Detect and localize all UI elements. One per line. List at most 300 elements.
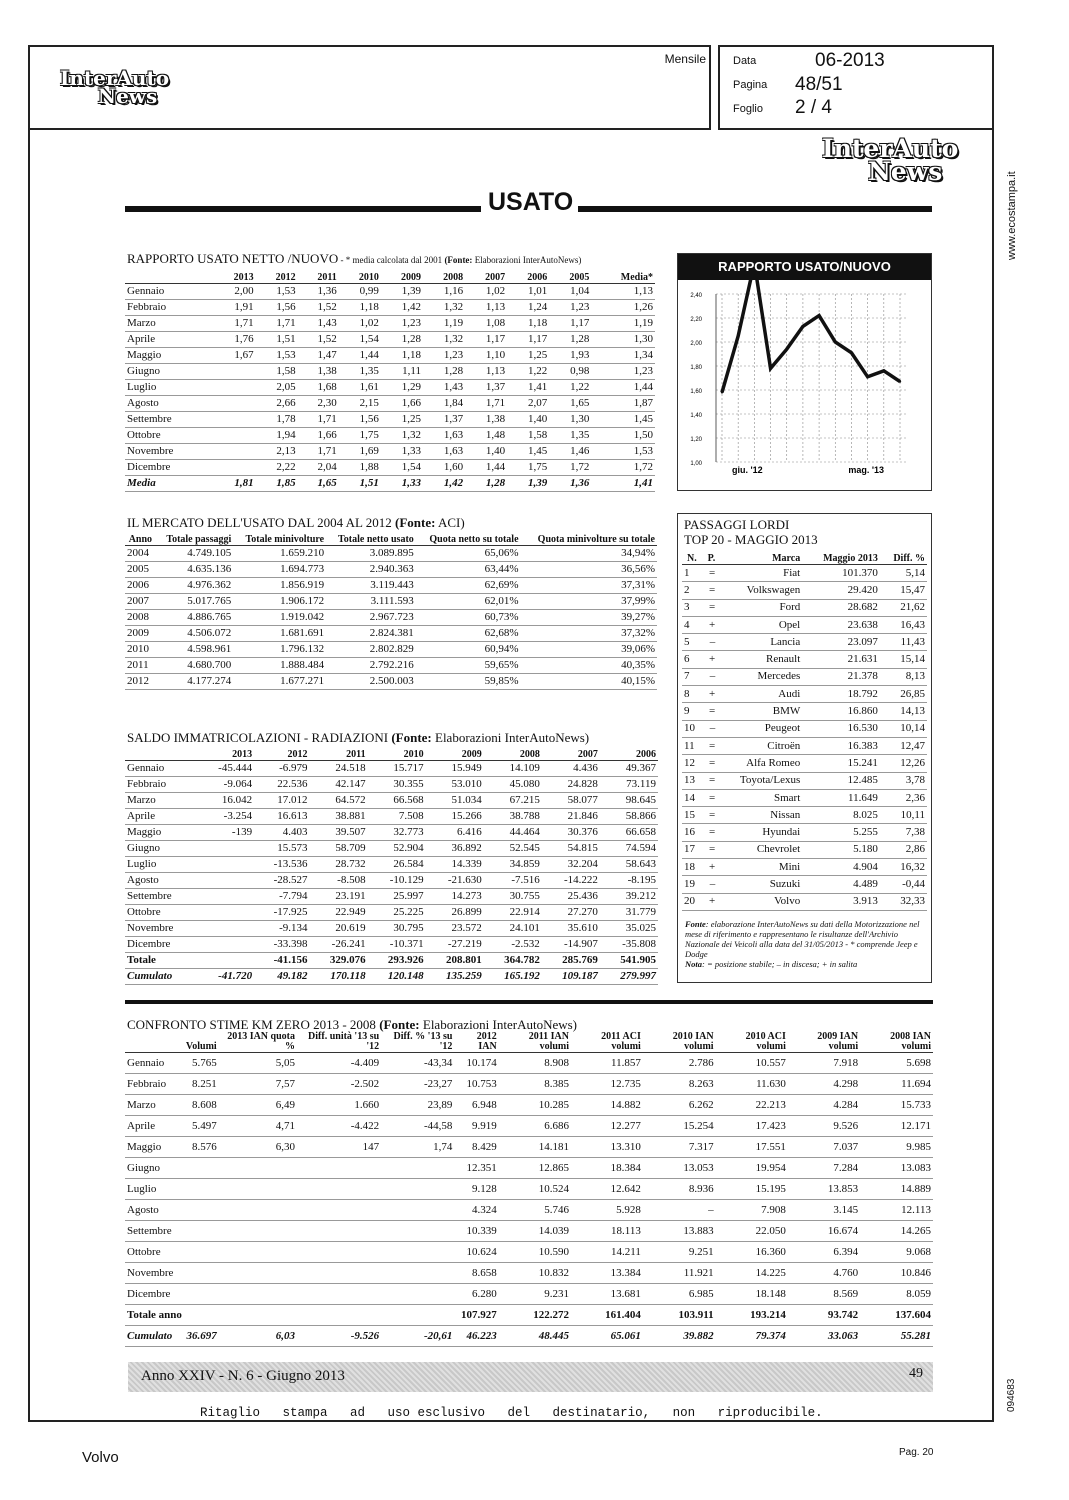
rapporto-cell: Novembre [127, 445, 174, 457]
passaggi-cell: 20 [684, 895, 695, 908]
kmzero-cell [381, 1221, 454, 1242]
rapporto-cell: 2,13 [276, 445, 296, 457]
pagina-label: Pagina [733, 79, 768, 91]
mercato-row [125, 578, 657, 594]
passaggi-cell: – [709, 670, 716, 683]
passaggi-cell: 5.180 [853, 843, 878, 856]
saldo-col-header: 2006 [636, 749, 656, 760]
rapporto-cell: 1,10 [485, 349, 506, 361]
rapporto-cell [213, 428, 255, 444]
passaggi-cell: 15.241 [847, 756, 878, 769]
saldo-title: SALDO IMMATRICOLAZIONI - RADIAZIONI (Fonte: Elaborazioni InterAutoNews) [127, 730, 590, 745]
mercato-cell: 59,65% [484, 659, 519, 671]
rapporto-cell: 2,22 [276, 461, 296, 473]
saldo-cell: 14.339 [451, 858, 482, 870]
kmzero-cumulato-cell: 46.223 [466, 1329, 497, 1342]
kmzero-cell: 6.394 [833, 1245, 859, 1258]
kmzero-cell: 4.284 [833, 1098, 859, 1111]
passaggi-cell: 10,14 [900, 722, 925, 735]
rapporto-cell: 1,44 [359, 349, 379, 361]
kmzero-row [125, 1074, 933, 1095]
rapporto-row [125, 460, 655, 476]
kmzero-total-cell: 103.911 [678, 1308, 714, 1321]
kmzero-cell: 15.733 [900, 1098, 931, 1111]
passaggi-row [682, 772, 927, 789]
kmzero-cell: 2.786 [688, 1056, 714, 1069]
saldo-cell: 49.367 [625, 762, 656, 774]
saldo-cell: 39.212 [625, 890, 656, 902]
kmzero-cell: 7.908 [761, 1203, 786, 1216]
saldo-cell: 64.572 [335, 794, 366, 806]
rapporto-cell: 1,26 [633, 301, 653, 313]
passaggi-cell: 16.860 [847, 705, 878, 718]
mercato-col-header: Anno [128, 534, 153, 545]
saldo-cumulato-cell: 109.187 [562, 970, 598, 982]
kmzero-cell: 18.148 [755, 1287, 786, 1300]
kmzero-row-total [125, 1305, 933, 1326]
saldo-cell: 26.899 [451, 906, 482, 918]
passaggi-cell: 4.489 [853, 877, 878, 890]
kmzero-cell: 9.251 [688, 1245, 714, 1258]
saldo-cell: 23.572 [451, 922, 482, 934]
passaggi-cell: Mercedes [757, 670, 801, 683]
passaggi-cell: 8,13 [905, 670, 925, 683]
rapporto-row [125, 444, 655, 460]
saldo-cell: 24.518 [335, 762, 366, 774]
saldo-row [125, 809, 658, 825]
saldo-col-header [125, 745, 199, 761]
passaggi-cell: 13 [684, 774, 695, 787]
data-label: Data [733, 55, 757, 67]
header-left-box [28, 45, 711, 130]
kmzero-row [125, 1263, 933, 1284]
periodicity: Mensile [664, 52, 706, 66]
rapporto-total-cell: Media [127, 477, 156, 489]
y-tick-label: 1,00 [690, 461, 702, 467]
saldo-cell: -28.527 [273, 874, 308, 886]
corner-logo: InterAuto News [822, 134, 959, 186]
kmzero-cell: 7,57 [275, 1077, 295, 1090]
passaggi-cell: 15 [684, 808, 695, 821]
x-label-end: mag. '13 [848, 465, 884, 475]
saldo-cell: Settembre [127, 890, 172, 902]
saldo-cumulato-cell: 279.997 [620, 970, 656, 982]
passaggi-row [682, 686, 927, 703]
rapporto-cell: Aprile [127, 333, 156, 345]
rapporto-cell: Febbraio [127, 301, 167, 313]
passaggi-col-header: Diff. % [893, 553, 925, 564]
passaggi-cell: 101.370 [842, 566, 878, 579]
rapporto-col-header: 2008 [443, 272, 464, 283]
passaggi-cell: 6 [684, 653, 690, 666]
saldo-row [125, 825, 658, 841]
passaggi-cell: + [709, 687, 716, 700]
saldo-cell: 28.732 [335, 858, 366, 870]
passaggi-row [682, 789, 927, 806]
kmzero-cell: 13.883 [683, 1224, 714, 1237]
kmzero-cell: 8.908 [544, 1056, 570, 1069]
passaggi-row [682, 824, 927, 841]
passaggi-cell: 8 [684, 687, 690, 700]
saldo-cell: 51.034 [451, 794, 482, 806]
kmzero-row-cumulato [125, 1326, 933, 1347]
passaggi-cell: – [709, 635, 716, 648]
passaggi-title: PASSAGGI LORDI TOP 20 - MAGGIO 2013 [684, 517, 818, 547]
passaggi-cell: Citroën [767, 739, 801, 752]
passaggi-cell: = [709, 808, 716, 821]
saldo-cell: 45.080 [509, 778, 540, 790]
saldo-cell: 20.619 [335, 922, 366, 934]
passaggi-cell: 3.913 [853, 895, 878, 908]
rapporto-cell: Maggio [127, 349, 162, 361]
rapporto-row [125, 380, 655, 396]
kmzero-cell [219, 1200, 297, 1221]
mercato-cell: 60,94% [484, 643, 519, 655]
rapporto-cell: 1,63 [443, 429, 464, 441]
rapporto-total-cell: 1,28 [485, 477, 506, 489]
kmzero-cell [297, 1242, 381, 1263]
kmzero-cell: 14.039 [538, 1224, 570, 1237]
rapporto-cell: 1,11 [402, 365, 421, 377]
rapporto-cell: 1,48 [485, 429, 506, 441]
kmzero-col-header: 2012 IAN [476, 1031, 497, 1052]
saldo-cell [199, 889, 254, 905]
passaggi-cell: + [709, 895, 716, 908]
rapporto-cell: 1,44 [633, 381, 653, 393]
passaggi-cell: 11 [684, 739, 695, 752]
kmzero-cell: 9.231 [544, 1287, 570, 1300]
saldo-cell: -33.398 [273, 938, 308, 950]
saldo-cell: 52.545 [509, 842, 540, 854]
saldo-cell: 15.717 [393, 762, 424, 774]
rapporto-cell: 1,33 [401, 445, 421, 457]
y-tick-label: 2,00 [690, 341, 702, 347]
rapporto-cell: 1,23 [443, 349, 464, 361]
kmzero-cell: Aprile [127, 1119, 156, 1132]
passaggi-cell: 29.420 [847, 583, 878, 596]
kmzero-cell: 10.339 [466, 1224, 497, 1237]
kmzero-cell: 12.113 [901, 1203, 931, 1216]
kmzero-cell: 22.050 [755, 1224, 786, 1237]
saldo-col-header: 2011 [346, 749, 366, 760]
saldo-cell: 30.355 [393, 778, 424, 790]
rapporto-col-header: 2011 [317, 272, 337, 283]
saldo-col-header: 2010 [403, 749, 424, 760]
saldo-cell: 58.077 [567, 794, 598, 806]
saldo-cell: 16.613 [277, 810, 308, 822]
passaggi-cell: Suzuki [769, 877, 801, 890]
mercato-cell: 37,99% [621, 595, 655, 607]
data-point [769, 367, 771, 369]
kmzero-col-header: 2011 IAN volumi [528, 1031, 570, 1052]
saldo-cell: 34.859 [509, 858, 540, 870]
kmzero-cell: 9.985 [906, 1140, 931, 1153]
kmzero-cell [297, 1179, 381, 1200]
kmzero-cell: 9.526 [833, 1119, 859, 1132]
rapporto-cell: 1,71 [276, 317, 296, 329]
mercato-cell: 39,27% [621, 611, 655, 623]
rapporto-cell: 1,17 [570, 317, 590, 329]
saldo-cumulato-cell: 49.182 [277, 970, 308, 982]
rapporto-cell: 1,24 [528, 301, 548, 313]
passaggi-row [682, 668, 927, 685]
saldo-cell: 24.828 [567, 778, 598, 790]
saldo-cell: 74.594 [625, 842, 656, 854]
saldo-row [125, 793, 658, 809]
kmzero-cell: 11.921 [683, 1266, 714, 1279]
rapporto-cell: 1,23 [401, 317, 421, 329]
rapporto-cell: 1,18 [528, 317, 548, 329]
kmzero-cell: Gennaio [127, 1056, 165, 1069]
passaggi-cell: Renault [766, 653, 801, 666]
passaggi-row [682, 859, 927, 876]
rapporto-cell: Luglio [127, 381, 157, 393]
kmzero-total-cell [381, 1305, 454, 1326]
passaggi-cell: 21,62 [900, 601, 925, 614]
kmzero-cell [297, 1200, 381, 1221]
passaggi-cell: Volvo [774, 895, 801, 908]
kmzero-total-cell: 107.927 [460, 1308, 497, 1321]
mercato-row [125, 626, 657, 642]
passaggi-cell: Volkswagen [746, 583, 801, 596]
saldo-cell: 44.464 [509, 826, 540, 838]
saldo-cell: -7.794 [279, 890, 308, 902]
rapporto-cell [213, 364, 255, 380]
kmzero-cell: Marzo [127, 1098, 156, 1111]
saldo-cumulato-cell: 165.192 [504, 970, 540, 982]
kmzero-cumulato-cell: 33.063 [827, 1329, 859, 1342]
rapporto-cell: 1,56 [359, 413, 379, 425]
mercato-cell: 2008 [127, 611, 149, 623]
saldo-row [125, 905, 658, 921]
kmzero-cell: 11.694 [901, 1077, 931, 1090]
kmzero-cell: 18.113 [611, 1224, 641, 1237]
data-point [834, 341, 836, 343]
rapporto-cell [213, 380, 255, 396]
kmzero-col-header: Diff. % '13 su '12 [393, 1031, 453, 1052]
kmzero-cell [381, 1284, 454, 1305]
rapporto-cell: 1,43 [443, 381, 464, 393]
rapporto-col-header: 2007 [485, 272, 506, 283]
rapporto-row [125, 284, 655, 300]
mercato-cell: 4.749.105 [187, 547, 232, 559]
saldo-total-cell: 293.926 [387, 954, 424, 966]
mercato-cell: 1.888.484 [280, 659, 325, 671]
kmzero-cell: 5,05 [275, 1056, 295, 1069]
rapporto-cell: 1,22 [528, 365, 548, 377]
saldo-cell: -14.907 [563, 938, 598, 950]
saldo-cell: 38.788 [509, 810, 540, 822]
kmzero-cell: 10.524 [538, 1182, 570, 1195]
rapporto-cell: 1,53 [276, 349, 296, 361]
kmzero-cell: 10.832 [538, 1266, 570, 1279]
mercato-cell: 37,32% [621, 627, 655, 639]
saldo-cell: -27.219 [447, 938, 482, 950]
saldo-col-header: 2007 [577, 749, 598, 760]
y-tick-label: 1,60 [690, 389, 702, 395]
chart-title: RAPPORTO USATO/NUOVO [678, 254, 931, 280]
passaggi-cell: 10 [684, 722, 695, 735]
mercato-cell: 2006 [127, 579, 149, 591]
kmzero-cell: 16.360 [755, 1245, 786, 1258]
rapporto-cell: 1,02 [485, 285, 506, 297]
kmzero-cell [219, 1284, 297, 1305]
kmzero-cell: 4.298 [833, 1077, 859, 1090]
rapporto-cell: 1,22 [570, 381, 590, 393]
kmzero-cell: -4.409 [350, 1056, 380, 1069]
rapporto-cell: 1,61 [359, 381, 379, 393]
mercato-cell: 36,56% [621, 563, 655, 575]
passaggi-cell: 2,86 [905, 843, 925, 856]
kmzero-row [125, 1095, 933, 1116]
saldo-cell: 30.795 [393, 922, 424, 934]
rapporto-cell: 1,94 [276, 429, 296, 441]
kmzero-col-header: Diff. unità '13 su '12 [308, 1031, 380, 1052]
foglio-label: Foglio [733, 103, 763, 115]
kmzero-cell: 13.384 [610, 1266, 641, 1279]
data-point [802, 325, 804, 327]
rapporto-cell: 1,58 [528, 429, 548, 441]
kmzero-cell: 10.557 [755, 1056, 786, 1069]
rapporto-total-cell: 1,51 [359, 477, 379, 489]
rapporto-row [125, 412, 655, 428]
kmzero-cell: 13.083 [900, 1161, 931, 1174]
rapporto-row [125, 428, 655, 444]
kmzero-cumulato-cell: 6,03 [275, 1329, 295, 1342]
saldo-cell: 39.507 [335, 826, 366, 838]
kmzero-cell [219, 1221, 297, 1242]
kmzero-cell: Luglio [127, 1182, 157, 1195]
series-line [722, 280, 900, 392]
kmzero-cell: 9.068 [906, 1245, 931, 1258]
passaggi-col-header: P. [707, 553, 716, 564]
data-point [818, 314, 820, 316]
passaggi-cell: = [709, 566, 716, 579]
saldo-total-cell: 329.076 [329, 954, 366, 966]
rapporto-cell: 1,23 [570, 301, 590, 313]
data-point [850, 352, 852, 354]
rapporto-cell: 1,58 [276, 365, 296, 377]
saldo-cumulato-cell: 170.118 [330, 970, 366, 982]
passaggi-cell: 18.792 [847, 687, 878, 700]
saldo-cell: 67.215 [509, 794, 540, 806]
rapporto-cell: 1,76 [234, 333, 254, 345]
kmzero-cell: -23,27 [423, 1077, 453, 1090]
kmzero-cell: 8.429 [471, 1140, 497, 1153]
pagina-value: 48/51 [795, 74, 843, 95]
mercato-cell: 3.111.593 [370, 595, 414, 607]
rapporto-cell [213, 444, 255, 460]
passaggi-cell: 23.638 [847, 618, 878, 631]
kmzero-total-cell: 137.604 [895, 1308, 931, 1321]
site-url: www.ecostampa.it [1006, 171, 1018, 260]
kmzero-cell [381, 1242, 454, 1263]
rapporto-row [125, 316, 655, 332]
passaggi-cell: 2,36 [905, 791, 925, 804]
passaggi-cell: Fiat [783, 566, 801, 579]
saldo-cell: 73.119 [626, 778, 656, 790]
rapporto-cell: 1,71 [234, 317, 254, 329]
kmzero-cell: 4.324 [471, 1203, 497, 1216]
saldo-cell: Ottobre [127, 906, 161, 918]
section-rule-left [125, 206, 481, 212]
mercato-cell: 2012 [127, 675, 149, 687]
rapporto-cell: 1,91 [234, 301, 254, 313]
mercato-title: IL MERCATO DELL'USATO DAL 2004 AL 2012 (Fonte: ACI) [127, 515, 465, 530]
mercato-cell: 4.886.765 [187, 611, 232, 623]
kmzero-total-cell [297, 1305, 381, 1326]
rapporto-cell: 1,40 [485, 445, 506, 457]
passaggi-row [682, 565, 927, 582]
kmzero-cell: 8.251 [191, 1077, 217, 1090]
kmzero-cell: 15.254 [683, 1119, 714, 1132]
saldo-cell: -8.508 [337, 874, 366, 886]
rapporto-total-cell: 1,42 [443, 477, 464, 489]
mercato-row [125, 594, 657, 610]
rapporto-total-cell: 1,41 [633, 477, 653, 489]
y-tick-label: 1,20 [690, 437, 702, 443]
passaggi-row [682, 599, 927, 616]
passaggi-cell: 28.682 [847, 601, 878, 614]
rapporto-cell: 1,32 [443, 301, 464, 313]
rapporto-cell: 1,37 [443, 413, 464, 425]
rapporto-cell: 2,05 [276, 381, 296, 393]
saldo-total-cell: 541.905 [620, 954, 656, 966]
kmzero-cell [184, 1284, 219, 1305]
passaggi-cell: 18 [684, 860, 695, 873]
passaggi-cell: – [709, 877, 716, 890]
saldo-cell: Giugno [127, 842, 160, 854]
side-code: 094683 [1006, 1378, 1017, 1412]
kmzero-cell: 15.195 [755, 1182, 786, 1195]
mercato-cell: 1.681.691 [280, 627, 325, 639]
pager: Pag. 20 [899, 1447, 934, 1458]
kmzero-cell [297, 1158, 381, 1179]
passaggi-cell: 21.378 [847, 670, 878, 683]
kmzero-cell [381, 1200, 454, 1221]
mercato-cell: 1.694.773 [280, 563, 325, 575]
mercato-col-header: Quota netto su totale [429, 534, 519, 545]
saldo-cell: 38.881 [335, 810, 366, 822]
kmzero-row [125, 1242, 933, 1263]
rapporto-cell: 1,68 [317, 381, 337, 393]
saldo-cell: 35.025 [625, 922, 656, 934]
kmzero-cell: Febbraio [127, 1077, 167, 1090]
mercato-cell: 2.802.829 [369, 643, 414, 655]
y-tick-label: 2,40 [690, 293, 702, 299]
passaggi-cell: 16.383 [847, 739, 878, 752]
kmzero-cell: 22.213 [755, 1098, 786, 1111]
kmzero-row [125, 1137, 933, 1158]
passaggi-cell: 12,47 [900, 739, 925, 752]
mercato-cell: 2010 [127, 643, 149, 655]
rapporto-cell: 1,32 [401, 429, 421, 441]
mercato-cell: 65,06% [484, 547, 519, 559]
passaggi-cell: 8.025 [853, 808, 878, 821]
saldo-col-header: 2013 [232, 749, 253, 760]
saldo-cell: 21.846 [567, 810, 598, 822]
rapporto-cell: 1,66 [317, 429, 337, 441]
rapporto-cell: 2,07 [528, 397, 548, 409]
y-tick-label: 1,40 [690, 413, 702, 419]
kmzero-cell: Dicembre [127, 1287, 171, 1300]
rapporto-cell: 1,87 [633, 397, 653, 409]
rapporto-cell: 1,28 [401, 333, 421, 345]
mercato-row [125, 610, 657, 626]
passaggi-cell: = [709, 843, 716, 856]
kmzero-cell: 10.174 [466, 1056, 497, 1069]
mercato-cell: 63,44% [484, 563, 519, 575]
